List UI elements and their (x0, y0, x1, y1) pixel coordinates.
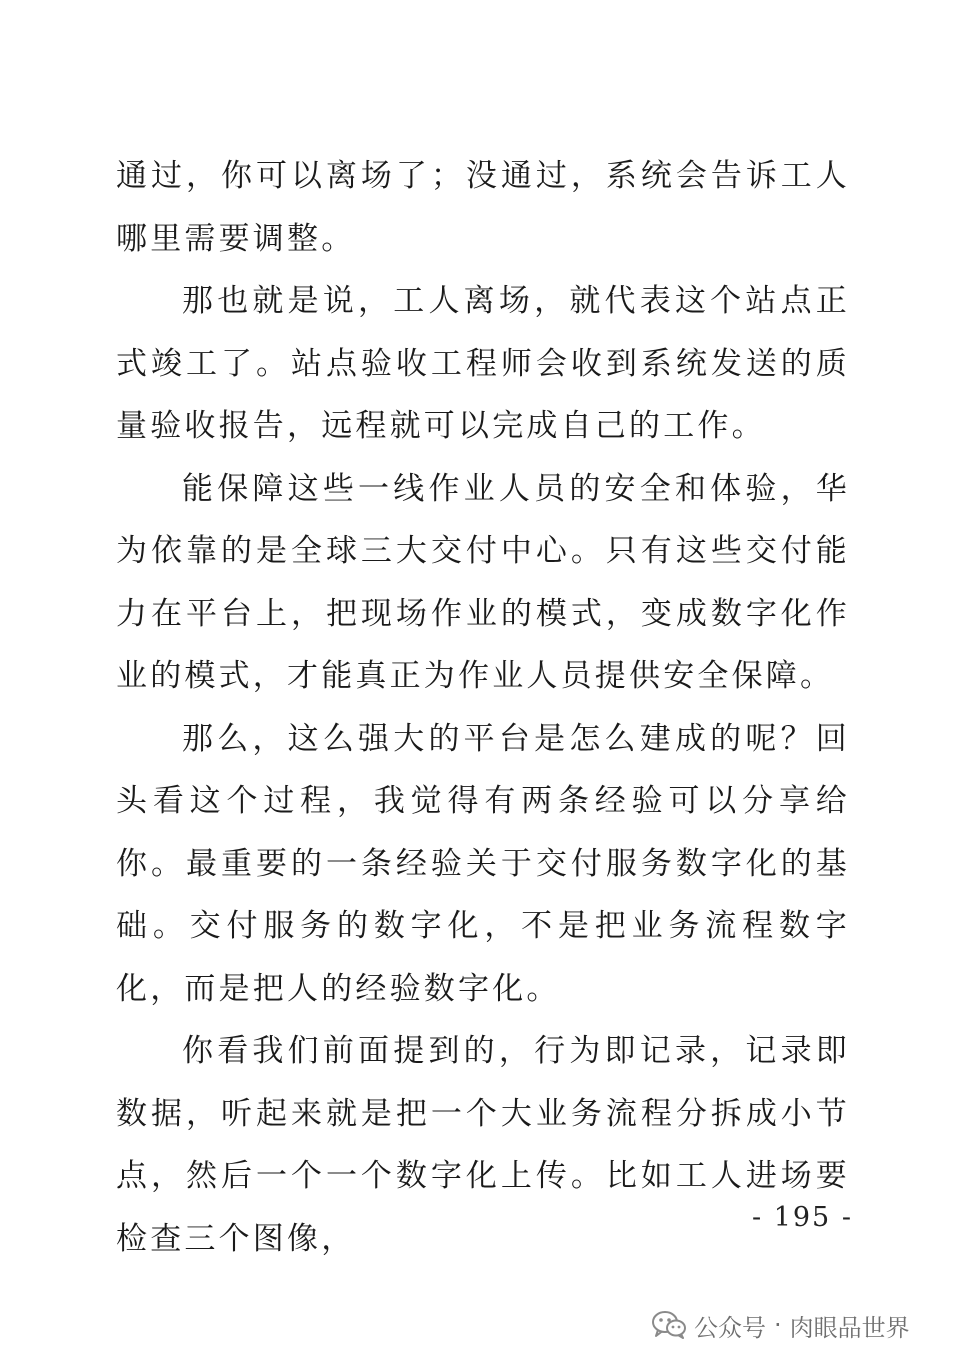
page-body (116, 145, 850, 1270)
watermark-account-label: 公众号 (694, 1313, 766, 1342)
wechat-icon (652, 1311, 686, 1339)
watermark-account-name: 肉眼品世界 (789, 1313, 910, 1342)
paragraph-4: 那么，这么强大的平台是怎么建成的呢？回头看这个过程，我觉得有两条经验可以分享给你。最重要的一条经验关于交付服务数字化的基础。交付服务的数字化，不是把业务流程数字化，而是把人的经验数字化。 (116, 720, 850, 1007)
paragraph-2: 那也就是说，工人离场，就代表这个站点正式竣工了。站点验收工程师会收到系统发送的质量验收报告，远程就可以完成自己的工作。 (116, 283, 850, 444)
watermark-separator: · (774, 1311, 782, 1339)
watermark (652, 1305, 910, 1345)
page-number: - 195 - (752, 1202, 853, 1233)
paragraph-5: 你看我们前面提到的，行为即记录，记录即数据，听起来就是把一个大业务流程分拆成小节点，然后一个一个数字化上传。比如工人进场要检查三个图像， (116, 1033, 850, 1257)
paragraph-1: 通过，你可以离场了；没通过，系统会告诉工人哪里需要调整。 (116, 158, 850, 257)
paragraph-3: 能保障这些一线作业人员的安全和体验，华为依靠的是全球三大交付中心。只有这些交付能力在平台上，把现场作业的模式，变成数字化作业的模式，才能真正为作业人员提供安全保障。 (116, 470, 850, 694)
